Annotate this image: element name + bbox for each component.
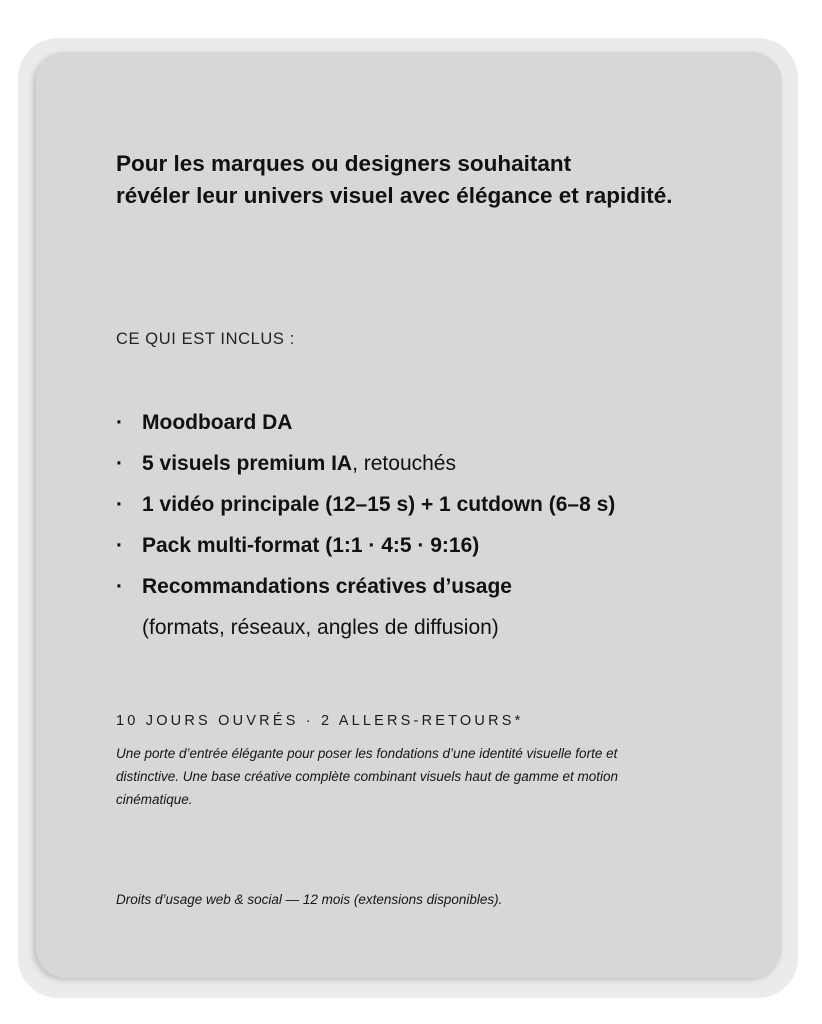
- feature-subline: (formats, réseaux, angles de diffusion): [142, 616, 499, 639]
- bullet-icon: ·: [116, 493, 123, 516]
- feature-item: [116, 443, 756, 484]
- offer-card: [36, 52, 782, 978]
- offer-intro: [116, 148, 776, 212]
- description-line: cinématique.: [116, 792, 193, 807]
- bullet-icon: ·: [116, 534, 123, 557]
- offer-description: [116, 742, 746, 811]
- feature-strong: Pack multi-format (1:1 · 4:5 · 9:16): [142, 534, 480, 557]
- feature-text: [142, 484, 615, 525]
- feature-item: [116, 484, 756, 525]
- delivery-timing: 10 JOURS OUVRÉS · 2 ALLERS-RETOURS*: [116, 713, 524, 729]
- included-heading: CE QUI EST INCLUS :: [116, 330, 295, 348]
- feature-strong: 1 vidéo principale (12–15 s) + 1 cutdown (6–8 s): [142, 493, 616, 516]
- bullet-icon: ·: [116, 575, 123, 598]
- feature-item: [116, 402, 756, 443]
- feature-item: [116, 566, 756, 607]
- feature-text: [142, 566, 512, 607]
- feature-strong: 5 visuels premium IA: [142, 452, 353, 475]
- feature-text: [142, 525, 479, 566]
- feature-list: [116, 402, 756, 648]
- feature-light: , retouchés: [352, 452, 456, 475]
- bullet-icon: ·: [116, 452, 123, 475]
- intro-line: Pour les marques ou designers souhaitant: [116, 151, 572, 176]
- feature-strong: Recommandations créatives d’usage: [142, 575, 512, 598]
- description-line: distinctive. Une base créative complète combinant visuels haut de gamme et motion: [116, 769, 619, 784]
- bullet-icon: ·: [116, 411, 123, 434]
- feature-text: [142, 443, 456, 484]
- usage-rights-note: Droits d’usage web & social — 12 mois (extensions disponibles).: [116, 892, 503, 907]
- description-line: Une porte d’entrée élégante pour poser les fondations d’une identité visuelle forte et: [116, 746, 618, 761]
- feature-strong: Moodboard DA: [142, 411, 293, 434]
- feature-item: [116, 525, 756, 566]
- feature-text: [142, 402, 292, 443]
- intro-line: révéler leur univers visuel avec élégance et rapidité.: [116, 183, 673, 208]
